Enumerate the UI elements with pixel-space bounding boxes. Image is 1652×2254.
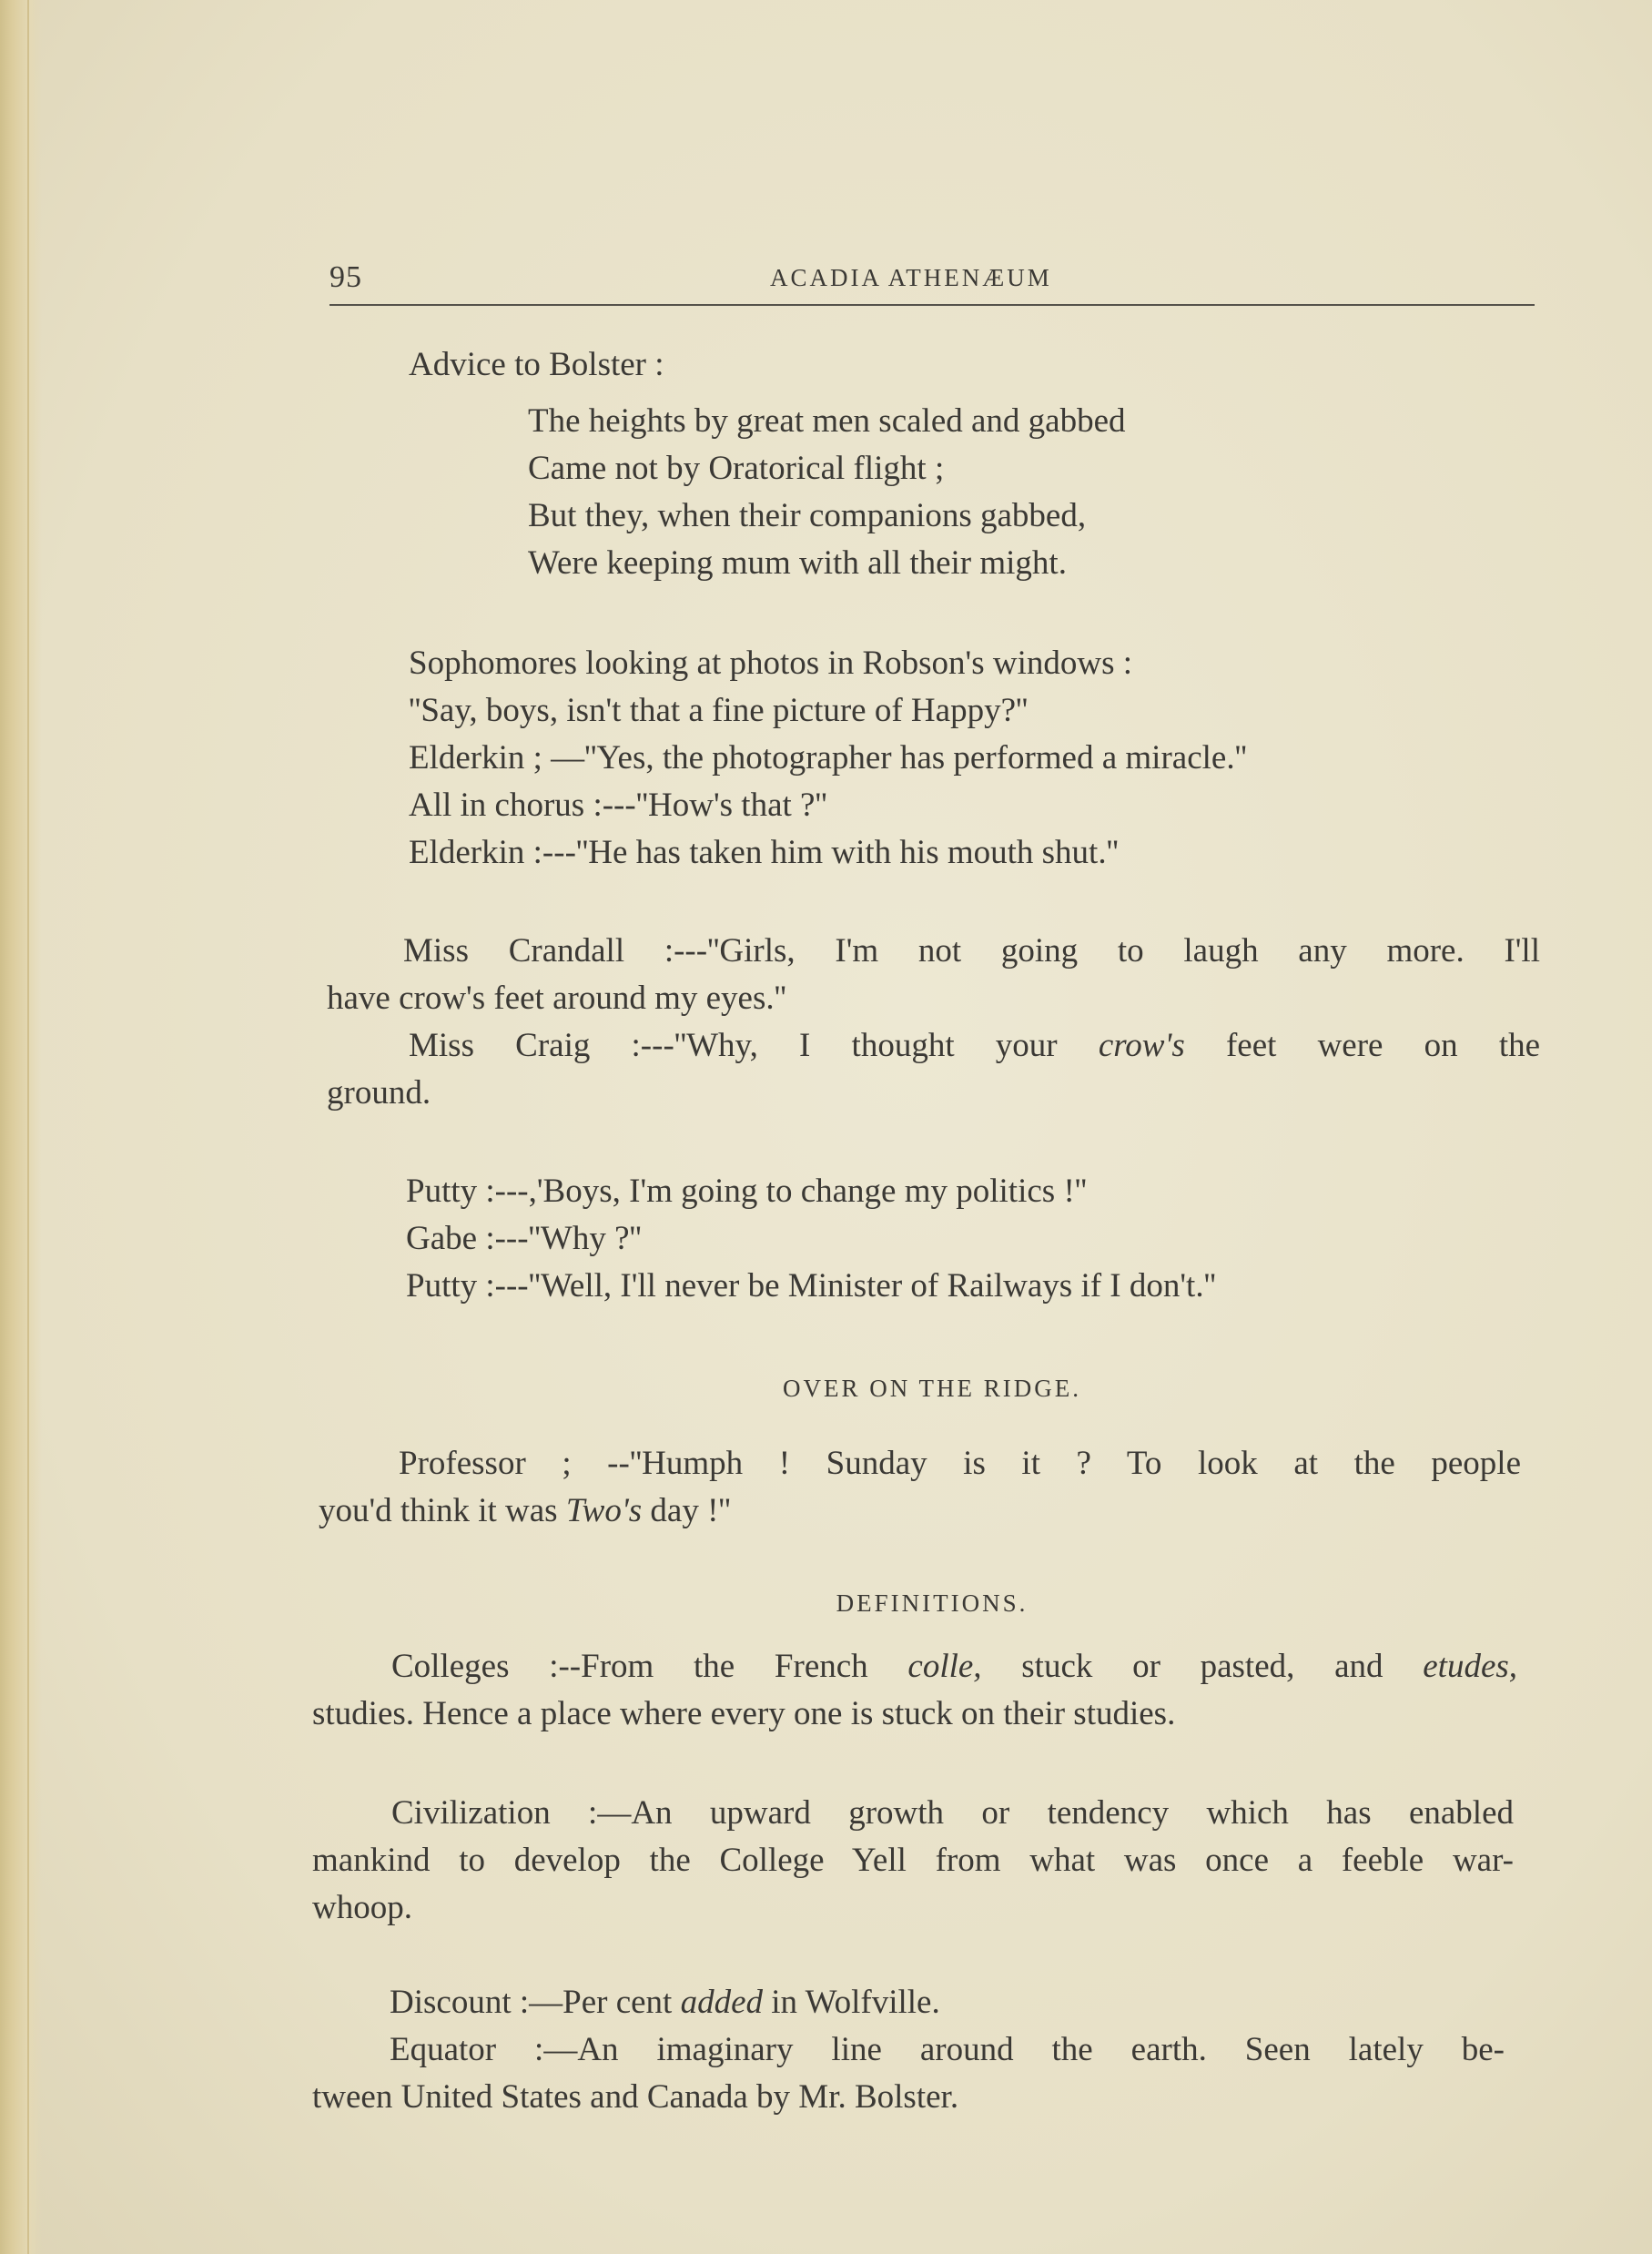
discount-end: in Wolfville.: [771, 1984, 940, 2021]
equator-line-1: Equator :—An imaginary line around the earth. Seen lately be-: [390, 2031, 1505, 2068]
ridge-heading: OVER ON THE RIDGE.: [783, 1375, 1081, 1402]
running-head: ACADIA ATHENÆUM: [770, 264, 1052, 291]
crandall-line-2: have crow's feet around my eyes.'': [327, 980, 786, 1017]
advice-intro: Advice to Bolster :: [409, 346, 664, 383]
crandall-line-4: ground.: [327, 1074, 431, 1112]
colleges-line-1: [391, 1646, 1517, 1688]
ridge-line-1: Professor ; --''Humph ! Sunday is it ? To look at the people: [399, 1445, 1521, 1482]
verse-line-2: Came not by Oratorical flight ;: [528, 450, 945, 487]
civilization-line-2: mankind to develop the College Yell from what was once a feeble war-: [312, 1842, 1514, 1879]
sophomores-line-1: Sophomores looking at photos in Robson's windows :: [409, 645, 1133, 682]
crandall-line-1: Miss Crandall :---''Girls, I'm not going to laugh any more. I'll: [403, 932, 1540, 970]
crandall-line-3: [409, 1025, 1540, 1067]
ridge-line-2-italic: Two's: [565, 1492, 643, 1529]
ridge-line-2-start: you'd think it was: [319, 1492, 558, 1529]
sophomores-line-5: Elderkin :---''He has taken him with his mouth shut.'': [409, 834, 1119, 871]
discount-italic: added: [680, 1984, 764, 2021]
colleges-line-1-italic-b: etudes,: [1423, 1648, 1518, 1685]
page-header: [329, 260, 1535, 306]
ridge-line-2-end: day !'': [650, 1492, 731, 1529]
sophomores-line-2: ''Say, boys, isn't that a fine picture of Happy?'': [409, 692, 1029, 729]
verse-line-4: Were keeping mum with all their might.: [528, 544, 1067, 582]
ridge-line-2: [319, 1490, 731, 1532]
colleges-line-2: studies. Hence a place where every one is stuck on their studies.: [312, 1695, 1176, 1732]
crandall-line-3-start: Miss Craig :---''Why, I thought your: [409, 1027, 1058, 1064]
definitions-heading: DEFINITIONS.: [836, 1589, 1029, 1617]
equator-line-2: tween United States and Canada by Mr. Bolster.: [312, 2078, 959, 2116]
binding-crease: [27, 0, 29, 2254]
discount-start: Discount :—Per cent: [390, 1984, 673, 2021]
header-rule: [329, 304, 1535, 306]
civilization-line-1: Civilization :—An upward growth or tendency which has enabled: [391, 1794, 1514, 1832]
crandall-line-3-end: feet were on the: [1225, 1027, 1541, 1064]
discount-line: [390, 1982, 940, 2024]
verse-line-3: But they, when their companions gabbed,: [528, 497, 1087, 534]
sophomores-line-4: All in chorus :---''How's that ?'': [409, 787, 827, 824]
sophomores-line-3: Elderkin ; —''Yes, the photographer has performed a miracle.'': [409, 739, 1247, 777]
civilization-line-3: whoop.: [312, 1889, 412, 1926]
putty-line-3: Putty :---''Well, I'll never be Minister of Railways if I don't.'': [406, 1267, 1216, 1305]
page-binding-edge: [0, 0, 42, 2254]
putty-line-2: Gabe :---''Why ?'': [406, 1220, 642, 1257]
page-number: 95: [329, 260, 362, 294]
colleges-line-1-start: Colleges :--From the French: [391, 1648, 868, 1685]
putty-line-1: Putty :---,'Boys, I'm going to change my politics !'': [406, 1173, 1088, 1210]
colleges-line-1-middle: stuck or pasted, and: [1021, 1648, 1383, 1685]
crandall-line-3-italic: crow's: [1098, 1027, 1185, 1064]
colleges-line-1-italic-a: colle,: [907, 1648, 982, 1685]
verse-line-1: The heights by great men scaled and gabbed: [528, 402, 1126, 440]
